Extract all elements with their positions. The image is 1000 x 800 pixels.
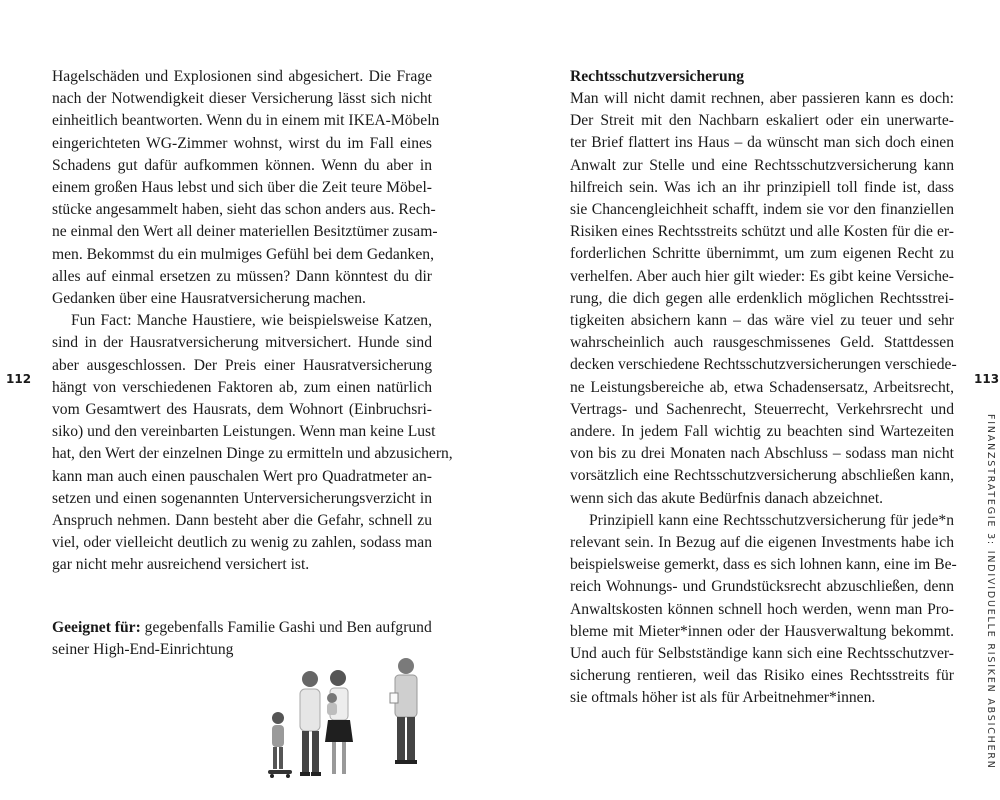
page-number-right: 113 — [974, 372, 1000, 386]
text-line: relevant sein. In Bezug auf die eigenen Investments habe ich — [570, 534, 954, 551]
suitable-for-text: gegebenfalls Familie Gashi und Ben aufgrund — [140, 619, 432, 636]
text-line: Gedanken über eine Hausratversicherung machen. — [52, 290, 366, 307]
text-line: sie oftmals höher ist als für Arbeitnehmer*innen. — [570, 689, 876, 707]
family-and-advisor-illustration — [262, 614, 436, 784]
text-line: Und auch für Selbstständige kann sich eine Rechtsschutzver- — [570, 645, 954, 662]
text-line: Anwalt zur Stelle und eine Rechtsschutzversicherung kann — [570, 156, 954, 174]
text-line: Prinzipiell kann eine Rechtsschutzversicherung für jede*n — [589, 511, 954, 529]
text-line: kann man auch einen pauschalen Wert pro Quadratmeter an- — [52, 467, 432, 485]
text-line: von bis zu drei Monaten nach Abschluss – sodass man nicht — [570, 445, 954, 463]
running-head: FINANZSTRATEGIE 3: INDIVIDUELLE RISIKEN ABSICHERN — [985, 414, 996, 770]
father-figure — [300, 671, 321, 776]
text-line: forderlichen Schritte übernimmt, um zum eigenen Recht zu — [570, 245, 954, 263]
text-line: hängt von verschiedenen Faktoren ab, zum einen natürlich — [52, 378, 432, 396]
text-line: setzen und einen sogenannten Unterversicherungsverzicht in — [52, 489, 432, 507]
text-line: vom Gesamtwert des Hausrats, dem Wohnort (Einbruchsri- — [52, 401, 432, 418]
text-line: nach der Notwendigkeit dieser Versicherung lässt sich nicht — [52, 90, 432, 108]
suitable-for-line-2: seiner High-End-Einrichtung — [52, 641, 234, 658]
text-line: reich Wohnungs- und Grundstücksrecht abzuschließen, denn — [570, 578, 954, 596]
text-line: Man will nicht damit rechnen, aber passieren kann es doch: — [570, 90, 954, 107]
text-line: hilfreich sein. Was ich an ihr prinzipiell toll finde ist, dass — [570, 178, 954, 196]
text-line: gar nicht mehr ausreichend versichert ist. — [52, 556, 310, 574]
text-line: einheitlich beantworten. Wenn du in einem mit IKEA-Möbeln — [52, 112, 440, 130]
text-line: ter Brief flattert ins Haus – da wünscht man sich doch einen — [570, 134, 954, 152]
child-figure — [268, 712, 292, 778]
advisor-figure — [390, 658, 417, 764]
text-line: vorsätzlich eine Rechtsschutzversicherung abschließen kann, — [570, 467, 954, 485]
text-line: Risiken eines Rechtsstreits schützt und alle Kosten für die er- — [570, 223, 954, 241]
text-line: Schadens gut dafür aufkommen können. Wenn du aber in — [52, 156, 432, 174]
text-line: Anspruch nehmen. Dann besteht aber die Gefahr, schnell zu — [52, 512, 432, 529]
text-line: eingerichteten WG-Zimmer wohnst, wirst du im Fall eines — [52, 134, 432, 152]
section-heading: Rechtsschutzversicherung — [570, 68, 745, 85]
text-line: verhelfen. Aber auch hier gilt wieder: Es gibt keine Versiche- — [570, 267, 954, 285]
text-line: tigkeiten absichern kann – das wäre viel zu teuer und sehr — [570, 312, 954, 329]
text-line: bleme mit Mieter*innen oder der Hausverwaltung bekommt. — [570, 622, 954, 640]
text-line: Vertrags- und Sachenrecht, Steuerrecht, Verkehrsrecht und — [570, 400, 954, 418]
text-line: sicherung rentieren, weil das Risiko eines Rechtsstreits für — [570, 667, 954, 685]
text-line: men. Bekommst du ein mulmiges Gefühl bei dem Gedanken, — [52, 245, 434, 263]
text-line: Hagelschäden und Explosionen sind abgesichert. Die Frage — [52, 68, 432, 85]
text-line: wahrscheinlich auch rausgeschmissenes Geld. Stattdessen — [570, 334, 954, 352]
text-line: ne einmal den Wert all deiner materiellen Besitztümer zusam- — [52, 223, 438, 241]
text-line: siko) und den vereinbarten Leistungen. Wenn man keine Lust — [52, 423, 436, 441]
text-line: sind in der Hausratversicherung mitversichert. Hunde sind — [52, 334, 432, 352]
right-page — [500, 0, 1000, 800]
text-line: wenn sich das akute Bedürfnis danach abzeichnet. — [570, 489, 884, 507]
text-line: Der Streit mit den Nachbarn eskaliert oder ein unerwarte- — [570, 112, 954, 130]
suitable-for-label: Geeignet für: — [52, 619, 141, 636]
text-line: viel, oder vielleicht deutlich zu wenig zu zahlen, sodass man — [52, 534, 432, 552]
text-line: einem großen Haus lebst und sich über die Zeit teure Möbel- — [52, 179, 432, 196]
text-line: Anwaltskosten können schnell hoch werden, wenn man Pro- — [570, 600, 954, 618]
text-line: Fun Fact: Manche Haustiere, wie beispielsweise Katzen, — [71, 312, 432, 330]
text-line: sie Chancengleichheit schafft, indem sie vor den finanziellen — [570, 201, 954, 218]
mother-figure — [325, 670, 353, 774]
text-line: hat, den Wert der einzelnen Dinge zu ermitteln und abzusichern, — [52, 445, 453, 463]
text-line: decken verschiedene Rechtsschutzversicherungen verschiede- — [570, 356, 957, 374]
text-line: rung, die dich gegen alle erdenklich möglichen Rechtsstrei- — [570, 289, 954, 307]
text-line: andere. In jedem Fall wichtig zu beachten sind Wartezeiten — [570, 423, 954, 440]
text-line: stücke angesammelt haben, sieht das schon anders aus. Rech- — [52, 201, 436, 219]
page-number-left: 112 — [6, 372, 32, 386]
text-line: ne Leistungsbereiche ab, etwa Schadensersatz, Arbeitsrecht, — [570, 378, 954, 396]
text-line: alles auf einmal ersetzen zu müssen? Dann könntest du dir — [52, 267, 432, 285]
text-line: aber ausgeschlossen. Der Preis einer Hausratversicherung — [52, 356, 432, 374]
text-line: beispielsweise gemerkt, dass es sich lohnen kann, eine im Be- — [570, 556, 957, 574]
